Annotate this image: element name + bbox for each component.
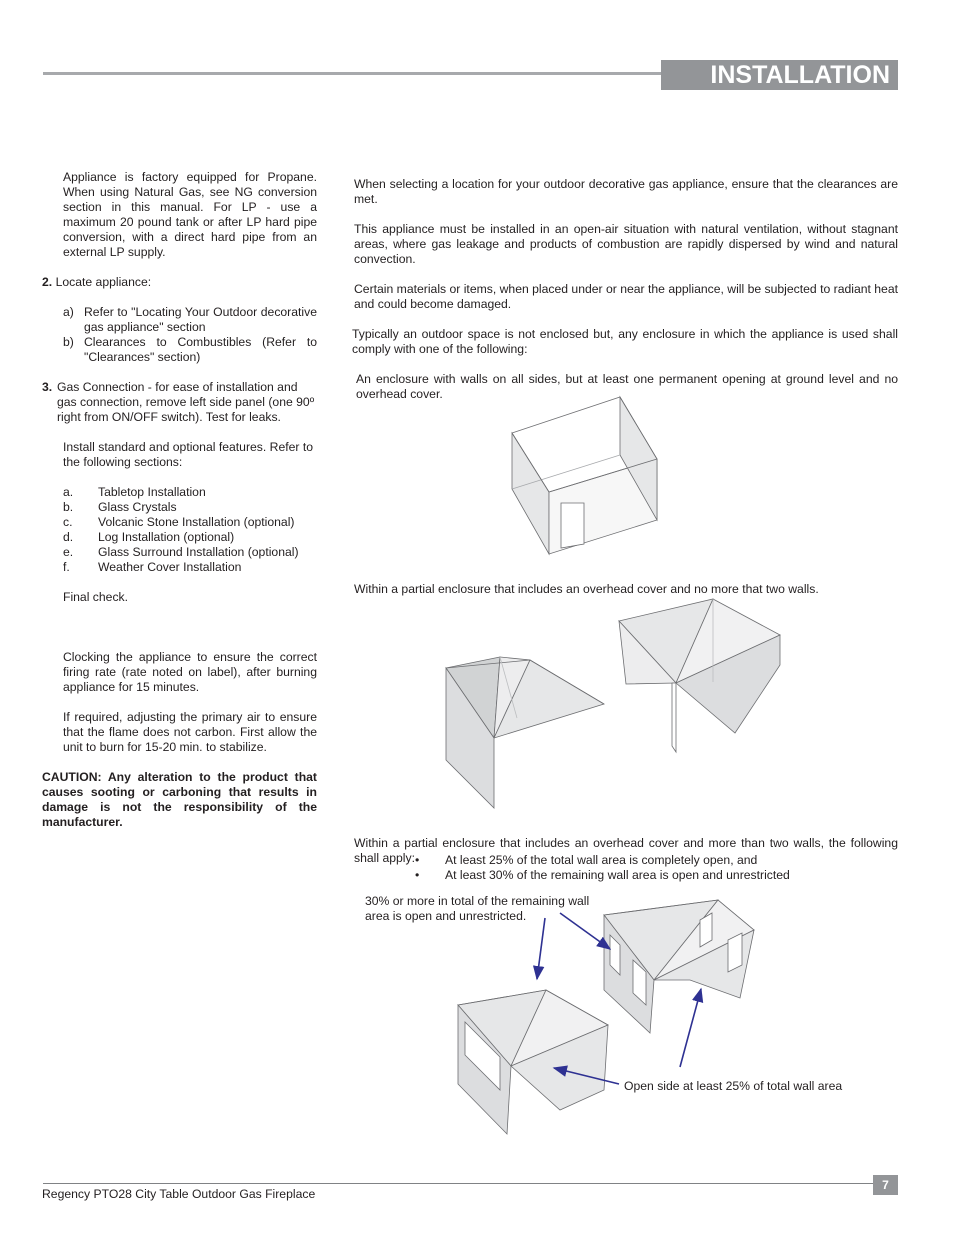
- left-column: [42, 170, 317, 830]
- arrow-open-side-left: [554, 1068, 619, 1084]
- list-item: f. Weather Cover Installation: [63, 560, 242, 574]
- partial-enclosure-figure-a: [446, 657, 604, 808]
- three-wall-enclosure-figure-b: [604, 900, 754, 1033]
- three-wall-enclosure-figure-a: [458, 990, 608, 1134]
- step-2-list: [42, 305, 317, 365]
- callout-remaining-wall: 30% or more in total of the remaining wall area is open and unrestricted.: [365, 894, 590, 923]
- appliance-paragraph: Appliance is factory equipped for Propane. When using Natural Gas, see NG conversion section in this manual. For LP - use a maximum 20 pound tank or after LP hard pipe conversion, with a direct hard pipe from an external LP supply.: [63, 170, 317, 259]
- install-intro: Install standard and optional features. Refer to the following sections:: [63, 440, 313, 469]
- open-air-paragraph: This appliance must be installed in an open-air situation with natural ventilation, without stagnant areas, where gas leakage and products of combustion are rapidly dispersed by wind and natural convection.: [354, 222, 898, 267]
- callout-arrows: [537, 913, 701, 1084]
- list-item: b. Glass Crystals: [63, 500, 177, 514]
- requirements-list: [415, 853, 895, 883]
- footer-title: Regency PTO28 City Table Outdoor Gas Fireplace: [42, 1187, 316, 1201]
- final-check: Final check.: [63, 590, 129, 604]
- arrow-to-left-figure: [537, 918, 545, 979]
- list-item: • At least 25% of the total wall area is completely open, and: [415, 853, 758, 867]
- header-rule: [43, 72, 663, 75]
- enclosure-paragraph: Typically an outdoor space is not enclosed but, any enclosure in which the appliance is used shall comply with one of the following:: [352, 327, 898, 357]
- step-3-number: 3.: [42, 380, 53, 394]
- list-item: • At least 30% of the remaining wall area is open and unrestricted: [415, 868, 790, 882]
- two-walls-paragraph: Within a partial enclosure that includes an overhead cover and no more that two walls.: [354, 582, 819, 597]
- list-item: b) Clearances to Combustibles (Refer to "Clearances" section): [63, 335, 317, 364]
- more-walls-paragraph: Within a partial enclosure that includes an overhead cover and more than two walls, the following shall apply:: [354, 836, 898, 866]
- step-2-number: 2.: [42, 275, 53, 289]
- materials-paragraph: Certain materials or items, when placed under or near the appliance, will be subjected to radiant heat and could become damaged.: [354, 282, 899, 312]
- enclosure-all-walls-figure: [512, 397, 657, 554]
- list-item: d. Log Installation (optional): [63, 530, 235, 544]
- feature-list: [42, 485, 317, 575]
- list-item: c. Volcanic Stone Installation (optional): [63, 515, 295, 529]
- step-2: [42, 275, 317, 290]
- page-number: 7: [873, 1175, 898, 1195]
- step-2-text: Locate appliance:: [55, 275, 152, 289]
- arrow-open-side-right: [680, 989, 701, 1067]
- footer-rule: [43, 1183, 873, 1184]
- partial-enclosure-figure-b: [619, 599, 780, 752]
- list-item: a) Refer to "Locating Your Outdoor decorative gas appliance" section: [63, 305, 317, 334]
- list-item: e. Glass Surround Installation (optional): [63, 545, 299, 559]
- walls-all-sides-paragraph: An enclosure with walls on all sides, but at least one permanent opening at ground level and no overhead cover.: [356, 372, 898, 402]
- step-3-text: Gas Connection - for ease of installation and gas connection, remove left side panel (one 90º right from ON/OFF switch). Test for leaks.: [57, 380, 315, 424]
- callout-open-side: Open side at least 25% of total wall area: [624, 1079, 843, 1093]
- step-3: [42, 380, 317, 425]
- primary-air-paragraph: If required, adjusting the primary air to ensure that the flame does not carbon. First allow the unit to burn for 15-20 min. to stabilize.: [63, 710, 317, 754]
- caution-paragraph: CAUTION: Any alteration to the product that causes sooting or carboning that results in damage is not the responsibility of the manufacturer.: [42, 770, 317, 829]
- list-item: a. Tabletop Installation: [63, 485, 206, 499]
- clocking-paragraph: Clocking the appliance to ensure the correct firing rate (rate noted on label), after burning appliance for 15 minutes.: [63, 650, 317, 694]
- page-title: INSTALLATION: [661, 60, 898, 90]
- location-paragraph: When selecting a location for your outdoor decorative gas appliance, ensure that the clearances are met.: [354, 177, 898, 207]
